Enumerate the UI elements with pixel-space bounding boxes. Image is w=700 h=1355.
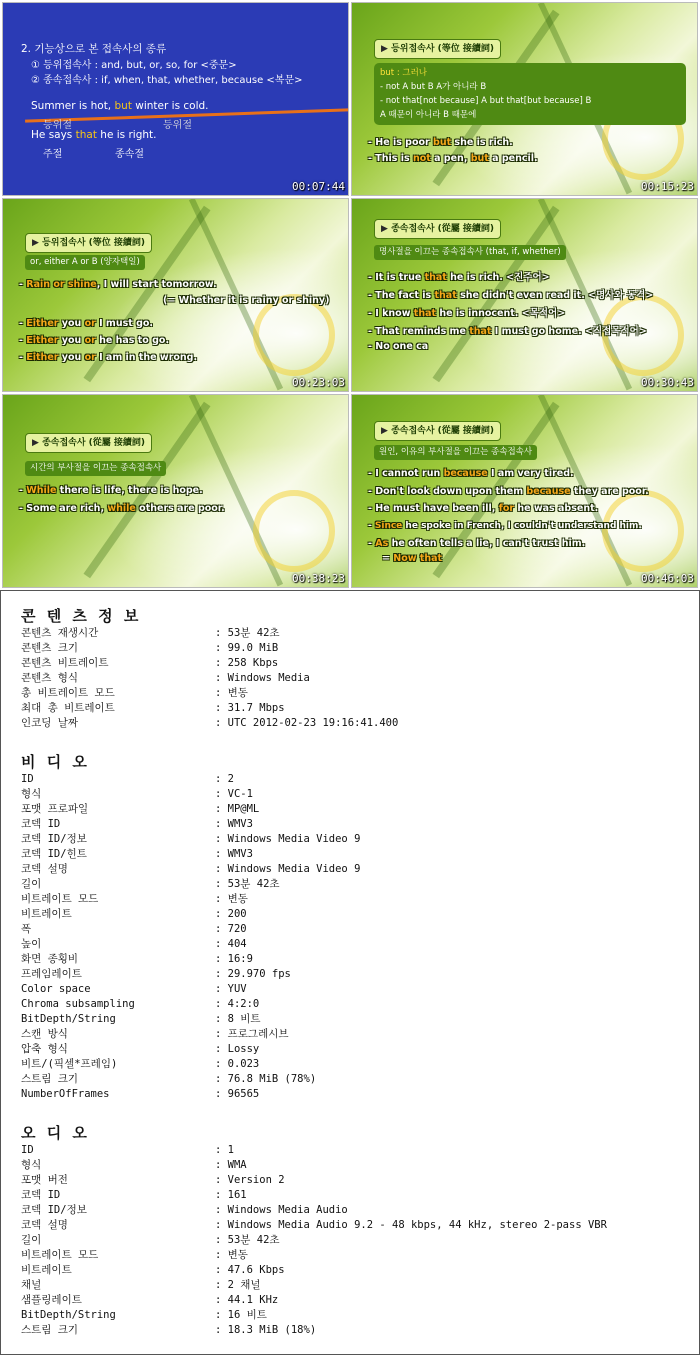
example-sentence xyxy=(31,129,156,141)
info-row xyxy=(21,892,248,907)
example-text: he is innocent. <목적어> xyxy=(436,308,566,319)
example-text: - xyxy=(368,538,376,549)
info-key: 화면 종횡비 xyxy=(21,953,79,965)
info-row xyxy=(21,641,278,656)
example-sentence xyxy=(19,352,197,363)
section-title-audio: 오 디 오 xyxy=(21,1124,90,1142)
info-row xyxy=(21,1057,259,1072)
example-text: - Don't look down upon them xyxy=(368,486,527,497)
highlight-word: Either xyxy=(26,318,59,329)
info-value: : 8 비트 xyxy=(215,1013,261,1025)
timestamp: 00:15:23 xyxy=(641,180,694,193)
example-sentence xyxy=(368,305,565,319)
definition-box xyxy=(374,63,686,125)
info-value: : 0.023 xyxy=(215,1058,260,1070)
example-text: a pencil. xyxy=(488,153,538,164)
play-icon: ▶ xyxy=(381,224,392,234)
example-text: (= Whether it is rainy or shiny) xyxy=(163,295,330,306)
highlight-word: but xyxy=(114,100,132,112)
info-value: : 404 xyxy=(215,938,247,950)
info-row xyxy=(21,1012,261,1027)
info-key: NumberOfFrames xyxy=(21,1088,110,1100)
info-value: : 720 xyxy=(215,923,247,935)
info-row xyxy=(21,701,285,716)
example-text: he is right. xyxy=(96,129,157,141)
info-key: 코덱 설명 xyxy=(21,1219,68,1231)
info-value: : 변동 xyxy=(215,893,248,905)
thumbnail-grid xyxy=(0,0,700,590)
example-sentence xyxy=(382,553,442,564)
example-text: - I cannot run xyxy=(368,468,444,479)
info-key: 콘텐츠 형식 xyxy=(21,672,79,684)
info-row xyxy=(21,952,253,967)
info-value: : 29.970 fps xyxy=(215,968,291,980)
play-icon: ▶ xyxy=(381,426,392,436)
example-sentence xyxy=(19,503,225,514)
info-row xyxy=(21,1173,285,1188)
info-value: : MP@ML xyxy=(215,803,260,815)
info-key: 비트레이트 xyxy=(21,1264,72,1276)
example-text: he spoke in French, I couldn't understand him. xyxy=(402,521,642,531)
highlight-word: Either xyxy=(26,352,59,363)
slide-header-text: 종속접속사 (從屬 接續詞) xyxy=(391,426,495,436)
play-icon: ▶ xyxy=(381,44,392,54)
example-text: = xyxy=(382,553,394,564)
slide-header-text: 등위접속사 (等位 接續詞) xyxy=(42,238,146,248)
info-value: : 2 xyxy=(215,773,234,785)
slide-line: ② 종속접속사 : if, when, that, whether, because <복문> xyxy=(31,75,303,86)
info-row xyxy=(21,1072,316,1087)
timestamp: 00:46:03 xyxy=(641,572,694,585)
timestamp: 00:07:44 xyxy=(292,180,345,193)
info-key: BitDepth/String xyxy=(21,1013,116,1025)
example-text: he has to go. xyxy=(95,335,170,346)
info-row xyxy=(21,626,280,641)
highlight-word: or xyxy=(84,352,96,363)
thumbnail-2[interactable] xyxy=(351,2,698,196)
info-row xyxy=(21,817,253,832)
example-text: he is rich. <진주어> xyxy=(446,272,550,283)
info-value: : 2 채널 xyxy=(215,1279,261,1291)
info-row xyxy=(21,877,280,892)
example-text: , I will start tomorrow. xyxy=(96,279,217,290)
info-key: 샘플링레이트 xyxy=(21,1294,82,1306)
example-text: he often tells a lie, I can't trust him. xyxy=(388,538,586,549)
info-row xyxy=(21,1203,348,1218)
example-text: Summer is hot, xyxy=(31,100,115,112)
info-value: : 16:9 xyxy=(215,953,253,965)
slide-header xyxy=(374,219,501,239)
info-row xyxy=(21,922,247,937)
slide-subtitle: 명사절을 이끄는 종속접속사 (that, if, whether) xyxy=(374,245,566,260)
highlight-word: not xyxy=(412,153,431,164)
example-text: - xyxy=(19,279,27,290)
highlight-word: but xyxy=(470,153,489,164)
annotation: 주절 xyxy=(43,149,63,160)
box-line: but : 그러나 xyxy=(380,68,428,78)
box-line: - not A but B A가 아니라 B xyxy=(380,82,487,92)
info-key: Color space xyxy=(21,983,91,995)
info-value: : YUV xyxy=(215,983,247,995)
slide-subtitle: 시간의 부사절을 이끄는 종속접속사 xyxy=(25,461,166,476)
annotation: 등위절 xyxy=(163,120,192,131)
info-value: : Windows Media Video 9 xyxy=(215,833,361,845)
info-row xyxy=(21,1263,285,1278)
example-text: - This is xyxy=(368,153,413,164)
example-text: winter is cold. xyxy=(131,100,209,112)
info-value: : 200 xyxy=(215,908,247,920)
info-key: 비트레이트 모드 xyxy=(21,893,99,905)
example-text: - xyxy=(19,318,27,329)
example-text: - He is poor xyxy=(368,137,434,148)
example-sentence xyxy=(368,153,538,164)
example-text: she didn't even read it. <명사와 동격> xyxy=(456,290,654,301)
highlight-word: Rain or shine xyxy=(26,279,97,290)
info-key: 포맷 버전 xyxy=(21,1174,68,1186)
info-key: 비트레이트 모드 xyxy=(21,1249,99,1261)
info-key: 코덱 ID xyxy=(21,1189,61,1201)
box-line: A 때문이 아니라 B 때문에 xyxy=(380,110,477,120)
info-key: 콘텐츠 크기 xyxy=(21,642,79,654)
timestamp: 00:23:03 xyxy=(292,376,345,389)
example-sentence xyxy=(19,485,203,496)
info-value: : 44.1 KHz xyxy=(215,1294,279,1306)
info-value: : VC-1 xyxy=(215,788,253,800)
info-value: : 18.3 MiB (18%) xyxy=(215,1324,317,1336)
thumbnail-5[interactable] xyxy=(2,394,349,588)
info-row xyxy=(21,1233,280,1248)
info-key: 채널 xyxy=(21,1279,42,1291)
example-text: others are poor. xyxy=(135,503,225,514)
annotation: 종속절 xyxy=(115,149,144,160)
slide-line: ① 등위접속사 : and, but, or, so, for <중문> xyxy=(31,60,237,71)
info-row xyxy=(21,1293,278,1308)
info-value: : 1 xyxy=(215,1144,234,1156)
info-key: 인코딩 날짜 xyxy=(21,717,79,729)
highlight-word: or xyxy=(84,335,96,346)
info-row xyxy=(21,716,398,731)
slide-subtitle: or, either A or B (양자택일) xyxy=(25,255,145,270)
info-key: 총 비트레이트 모드 xyxy=(21,687,115,699)
info-value: : WMV3 xyxy=(215,818,253,830)
example-sentence xyxy=(368,341,428,352)
example-sentence xyxy=(368,468,574,479)
example-sentence xyxy=(368,323,647,337)
info-row xyxy=(21,982,247,997)
timestamp: 00:38:23 xyxy=(292,572,345,585)
background-decoration xyxy=(602,490,684,572)
info-row xyxy=(21,1278,261,1293)
example-text: - No one ca xyxy=(368,341,429,352)
example-text: they are poor. xyxy=(570,486,649,497)
example-text: you xyxy=(58,352,85,363)
thumbnail-6[interactable] xyxy=(351,394,698,588)
example-text: - He must have been ill, xyxy=(368,503,499,514)
info-key: Chroma subsampling xyxy=(21,998,135,1010)
highlight-word: or xyxy=(84,318,96,329)
example-text: - It is true xyxy=(368,272,425,283)
info-key: 높이 xyxy=(21,938,42,950)
info-value: : Version 2 xyxy=(215,1174,285,1186)
info-row xyxy=(21,862,360,877)
thumbnail-1[interactable] xyxy=(2,2,349,196)
example-text: - Some are rich, xyxy=(19,503,108,514)
example-sentence xyxy=(31,100,209,112)
highlight-word: for xyxy=(498,503,515,514)
info-key: 길이 xyxy=(21,878,42,890)
background-decoration xyxy=(253,490,335,572)
example-text: - The fact is xyxy=(368,290,435,301)
slide-header xyxy=(25,433,152,453)
info-value: : WMV3 xyxy=(215,848,253,860)
info-row xyxy=(21,1087,259,1102)
info-key: 최대 총 비트레이트 xyxy=(21,702,115,714)
example-text: - xyxy=(19,335,27,346)
info-row xyxy=(21,1188,247,1203)
example-text: I am very tired. xyxy=(487,468,574,479)
highlight-word: but xyxy=(433,137,452,148)
info-key: 비트레이트 xyxy=(21,908,72,920)
info-key: 코덱 ID xyxy=(21,818,61,830)
info-row xyxy=(21,967,291,982)
highlight-word: while xyxy=(107,503,136,514)
info-key: 콘텐츠 재생시간 xyxy=(21,627,99,639)
example-text: I am in the wrong. xyxy=(95,352,198,363)
example-text: - I know xyxy=(368,308,414,319)
info-row xyxy=(21,656,278,671)
example-text: - xyxy=(19,352,27,363)
info-key: ID xyxy=(21,773,34,785)
slide-header xyxy=(374,39,501,59)
highlight-word: that xyxy=(424,272,447,283)
example-text: - That reminds me xyxy=(368,326,470,337)
info-value: : WMA xyxy=(215,1159,247,1171)
info-value: : 변동 xyxy=(215,687,248,699)
slide-header xyxy=(25,233,152,253)
slide-header xyxy=(374,421,501,441)
example-text: she is rich. xyxy=(451,137,513,148)
highlight-word: that xyxy=(413,308,437,319)
example-text: there is life, there is hope. xyxy=(56,485,203,496)
info-value: : UTC 2012-02-23 19:16:41.400 xyxy=(215,717,399,729)
timestamp: 00:30:43 xyxy=(641,376,694,389)
info-key: 길이 xyxy=(21,1234,42,1246)
play-icon: ▶ xyxy=(32,238,43,248)
annotation: 등위절 xyxy=(43,120,72,131)
info-key: BitDepth/String xyxy=(21,1309,116,1321)
info-row xyxy=(21,907,247,922)
info-row xyxy=(21,1158,247,1173)
info-row xyxy=(21,802,259,817)
info-value: : 47.6 Kbps xyxy=(215,1264,285,1276)
info-key: 형식 xyxy=(21,788,42,800)
info-value: : Windows Media xyxy=(215,672,310,684)
slide-header-text: 종속접속사 (從屬 接續詞) xyxy=(42,438,146,448)
slide-header-text: 종속접속사 (從屬 接續詞) xyxy=(391,224,495,234)
highlight-word: that xyxy=(469,326,492,337)
info-key: 코덱 설명 xyxy=(21,863,68,875)
info-row xyxy=(21,671,310,686)
info-row xyxy=(21,1308,267,1323)
info-value: : 변동 xyxy=(215,1249,248,1261)
info-key: 포맷 프로파일 xyxy=(21,803,89,815)
info-key: 콘텐츠 비트레이트 xyxy=(21,657,109,669)
example-sentence xyxy=(368,521,642,531)
example-sentence xyxy=(368,287,653,301)
example-sentence xyxy=(368,486,649,497)
info-value: : Windows Media Video 9 xyxy=(215,863,361,875)
example-text: - xyxy=(368,521,375,531)
info-key: 스트림 크기 xyxy=(21,1073,79,1085)
media-info-panel xyxy=(0,590,700,1355)
example-sentence xyxy=(19,279,217,290)
info-row xyxy=(21,1143,234,1158)
thumbnail-4[interactable] xyxy=(351,198,698,392)
info-row xyxy=(21,847,253,862)
example-sentence xyxy=(368,137,513,148)
box-line: - not that[not because] A but that[but because] B xyxy=(380,96,592,106)
info-value: : 53분 42초 xyxy=(215,1234,280,1246)
example-sentence xyxy=(19,318,153,329)
highlight-word: because xyxy=(526,486,571,497)
play-icon: ▶ xyxy=(32,438,43,448)
info-row xyxy=(21,772,234,787)
example-text: I must go home. <직접목적어> xyxy=(491,326,647,337)
info-row xyxy=(21,1248,248,1263)
info-key: 스트림 크기 xyxy=(21,1324,79,1336)
example-text: he was absent. xyxy=(514,503,599,514)
info-value: : 99.0 MiB xyxy=(215,642,279,654)
example-sentence xyxy=(368,538,585,549)
highlight-word: Now that xyxy=(393,553,443,564)
info-row xyxy=(21,1218,607,1233)
info-row xyxy=(21,832,360,847)
info-value: : 76.8 MiB (78%) xyxy=(215,1073,317,1085)
info-value: : Windows Media Audio xyxy=(215,1204,348,1216)
info-value: : 프로그레시브 xyxy=(215,1028,289,1040)
example-text: - xyxy=(19,485,27,496)
highlight-word: because xyxy=(443,468,488,479)
example-text: you xyxy=(58,318,85,329)
highlight-word: that xyxy=(75,129,97,141)
slide-line: 2. 기능상으로 본 접속사의 종류 xyxy=(21,43,167,55)
info-value: : 96565 xyxy=(215,1088,260,1100)
slide-subtitle: 원인, 이유의 부사절을 이끄는 종속접속사 xyxy=(374,445,537,460)
example-sentence xyxy=(368,269,550,283)
highlight-word: As xyxy=(375,538,389,549)
example-text: I must go. xyxy=(95,318,154,329)
example-text: you xyxy=(58,335,85,346)
highlight-word: While xyxy=(26,485,57,496)
info-value: : 31.7 Mbps xyxy=(215,702,285,714)
info-row xyxy=(21,997,259,1012)
info-key: 코덱 ID/힌트 xyxy=(21,848,87,860)
info-row xyxy=(21,787,253,802)
example-sentence xyxy=(368,503,598,514)
info-key: 코덱 ID/정보 xyxy=(21,1204,87,1216)
highlight-word: that xyxy=(434,290,457,301)
info-value: : Lossy xyxy=(215,1043,260,1055)
section-title-video: 비 디 오 xyxy=(21,753,90,771)
info-value: : 53분 42초 xyxy=(215,627,280,639)
info-row xyxy=(21,1027,289,1042)
info-value: : 16 비트 xyxy=(215,1309,267,1321)
highlight-word: Since xyxy=(374,521,403,531)
info-row xyxy=(21,1042,259,1057)
info-key: 스캔 방식 xyxy=(21,1028,68,1040)
example-text: He says xyxy=(31,129,76,141)
background-decoration xyxy=(253,294,335,376)
info-key: 비트/(픽셀*프레임) xyxy=(21,1058,118,1070)
info-row xyxy=(21,1323,316,1338)
example-sentence xyxy=(19,335,169,346)
info-key: 코덱 ID/정보 xyxy=(21,833,87,845)
thumbnail-3[interactable] xyxy=(2,198,349,392)
section-title-general: 콘 텐 츠 정 보 xyxy=(21,607,142,625)
info-row xyxy=(21,686,248,701)
info-key: 프레임레이트 xyxy=(21,968,82,980)
info-value: : 4:2:0 xyxy=(215,998,260,1010)
info-key: 폭 xyxy=(21,923,32,935)
info-value: : Windows Media Audio 9.2 - 48 kbps, 44 kHz, stereo 2-pass VBR xyxy=(215,1219,607,1231)
info-value: : 161 xyxy=(215,1189,247,1201)
info-row xyxy=(21,937,247,952)
example-text: a pen, xyxy=(430,153,471,164)
info-key: 압축 형식 xyxy=(21,1043,68,1055)
highlight-word: Either xyxy=(26,335,59,346)
example-sentence xyxy=(163,295,329,306)
info-key: 형식 xyxy=(21,1159,42,1171)
info-value: : 258 Kbps xyxy=(215,657,279,669)
info-key: ID xyxy=(21,1144,34,1156)
slide-header-text: 등위접속사 (等位 接續詞) xyxy=(391,44,495,54)
info-value: : 53분 42초 xyxy=(215,878,280,890)
